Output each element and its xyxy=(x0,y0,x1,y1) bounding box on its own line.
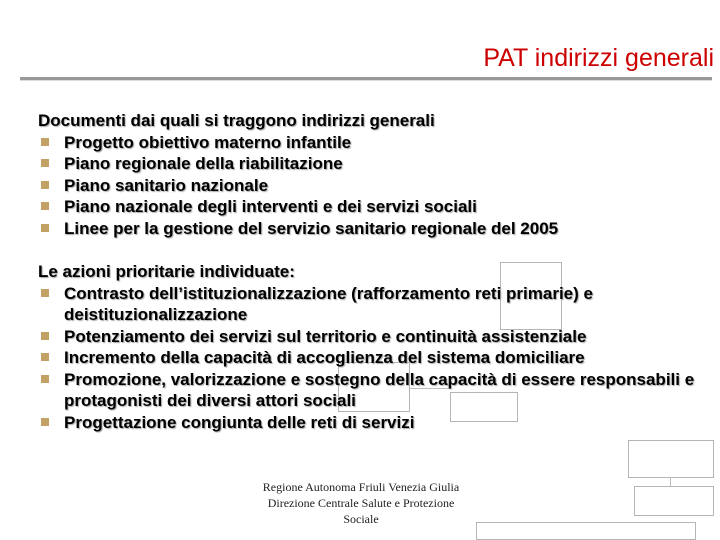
list-item xyxy=(38,218,698,240)
list-item-text: Piano sanitario nazionale xyxy=(64,175,269,195)
square-bullet-icon xyxy=(41,138,49,146)
diagram-box-5 xyxy=(634,486,714,516)
diagram-box-6 xyxy=(476,522,696,540)
diagram-box-4 xyxy=(628,440,714,478)
list-item-text: Linee per la gestione del servizio sanitario regionale del 2005 xyxy=(64,218,559,238)
square-bullet-icon xyxy=(41,418,49,426)
list-item xyxy=(38,283,698,326)
list-item-text: Incremento della capacità di accoglienza del sistema domiciliare xyxy=(64,348,585,367)
square-bullet-icon xyxy=(41,375,49,383)
content xyxy=(38,110,698,433)
list-item-text: Piano nazionale degli interventi e dei servizi sociali xyxy=(64,197,477,216)
square-bullet-icon xyxy=(41,332,49,340)
list-item-text: Promozione, valorizzazione e sostegno della capacità di essere responsabili e protagonisti dei diversi attori sociali xyxy=(64,369,695,410)
square-bullet-icon xyxy=(41,289,49,297)
footer-line-3: Sociale xyxy=(343,512,379,526)
square-bullet-icon xyxy=(41,202,49,210)
list-item xyxy=(38,132,698,154)
section2-list xyxy=(38,283,698,434)
list-item-text: Piano regionale della riabilitazione xyxy=(64,154,343,173)
square-bullet-icon xyxy=(41,159,49,167)
section2-heading: Le azioni prioritarie individuate: xyxy=(38,262,295,281)
square-bullet-icon xyxy=(41,353,49,361)
title-divider xyxy=(20,77,712,80)
list-item-text: Progetto obiettivo materno infantile xyxy=(64,132,352,152)
square-bullet-icon xyxy=(41,224,49,232)
footer-line-1: Regione Autonoma Friuli Venezia Giulia xyxy=(262,480,460,494)
list-item xyxy=(38,175,698,197)
list-item-text: Contrasto dell’istituzionalizzazione (rafforzamento reti primarie) e deistituzionalizzazione xyxy=(64,283,593,324)
diagram-connector xyxy=(670,478,671,486)
footer-line-2: Direzione Centrale Salute e Protezione xyxy=(267,496,455,510)
footer xyxy=(246,479,476,527)
list-item xyxy=(38,153,698,175)
list-item-text: Potenziamento dei servizi sul territorio e continuità assistenziale xyxy=(64,326,587,346)
list-item xyxy=(38,347,698,369)
page-title: PAT indirizzi generali xyxy=(483,44,714,72)
list-item xyxy=(38,326,698,348)
section1-list xyxy=(38,132,698,240)
list-item xyxy=(38,369,698,412)
section1-heading: Documenti dai quali si traggono indirizzi generali xyxy=(38,111,435,130)
list-item-text: Progettazione congiunta delle reti di servizi xyxy=(64,412,415,432)
list-item xyxy=(38,196,698,218)
list-item xyxy=(38,412,698,434)
square-bullet-icon xyxy=(41,181,49,189)
